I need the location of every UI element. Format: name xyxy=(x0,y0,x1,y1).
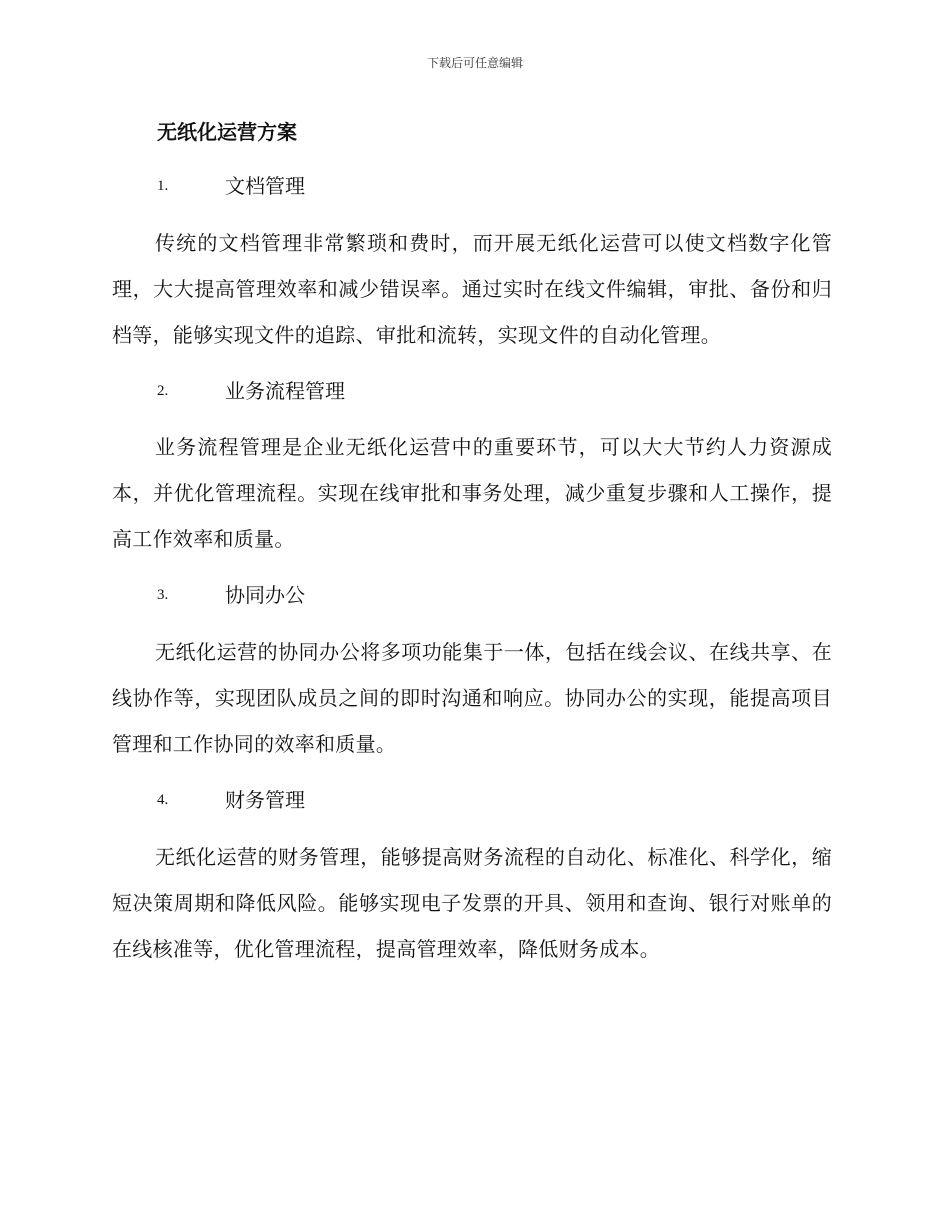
section-paragraph-3: 无纸化运营的协同办公将多项功能集于一体，包括在线会议、在线共享、在线协作等，实现团队成员之间的即时沟通和响应。协同办公的实现，能提高项目管理和工作协同的效率和质量。 xyxy=(112,640,832,756)
section-heading-1 xyxy=(157,171,305,201)
section-number: 1. xyxy=(157,178,169,194)
section-heading-3 xyxy=(157,580,305,610)
section-heading-label: 协同办公 xyxy=(225,583,305,607)
section-heading-2 xyxy=(157,376,345,406)
page-header-note: 下载后可任意编辑 xyxy=(426,56,523,70)
section-paragraph-2: 业务流程管理是企业无纸化运营中的重要环节，可以大大节约人力资源成本，并优化管理流程。实现在线审批和事务处理，减少重复步骤和人工操作，提高工作效率和质量。 xyxy=(112,435,832,551)
section-number: 4. xyxy=(157,792,169,808)
section-heading-label: 财务管理 xyxy=(225,788,305,812)
section-paragraph-1: 传统的文档管理非常繁琐和费时，而开展无纸化运营可以使文档数字化管理，大大提高管理效率和减少错误率。通过实时在线文件编辑，审批、备份和归档等，能够实现文件的追踪、审批和流转，实现文件的自动化管理。 xyxy=(112,231,832,347)
document-title: 无纸化运营方案 xyxy=(157,120,297,144)
section-heading-4 xyxy=(157,785,305,815)
section-number: 3. xyxy=(157,587,169,603)
section-paragraph-4: 无纸化运营的财务管理，能够提高财务流程的自动化、标准化、科学化，缩短决策周期和降低风险。能够实现电子发票的开具、领用和查询、银行对账单的在线核准等，优化管理流程，提高管理效率，降低财务成本。 xyxy=(112,845,832,961)
section-heading-label: 业务流程管理 xyxy=(225,379,345,403)
section-heading-label: 文档管理 xyxy=(225,174,305,198)
section-number: 2. xyxy=(157,383,169,399)
